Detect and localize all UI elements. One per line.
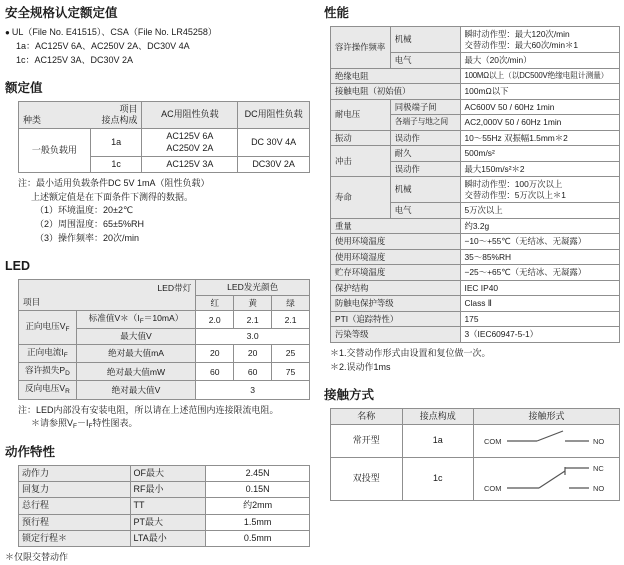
- contact-diagram-1c: [481, 460, 613, 498]
- op-name: 动作力: [19, 465, 131, 481]
- contact-name-header: 名称: [331, 408, 403, 424]
- table-row: [331, 27, 620, 53]
- led-stair-header: [19, 279, 196, 310]
- performance-title: 性能: [324, 6, 350, 20]
- led-title: LED: [5, 258, 30, 273]
- malfunction-label: 误动作: [390, 161, 460, 177]
- rated-condition-3: （3）操作频率：20次/min: [35, 232, 140, 243]
- shock-label: 冲击: [331, 146, 391, 177]
- table-row: [331, 457, 620, 500]
- vibration-value: 10～55Hz 双振幅1.5mm＊2: [460, 130, 620, 146]
- table-row: [331, 234, 620, 250]
- malfunction-label: 误动作: [390, 130, 460, 146]
- life-electrical-label: 电气: [390, 203, 460, 219]
- subscript: D: [65, 370, 70, 378]
- insulation-resistance-label: 绝缘电阻: [331, 68, 461, 84]
- vf-std-green: 2.1: [272, 311, 310, 329]
- table-row: [331, 99, 620, 115]
- led-color-group-header: LED发光颜色: [196, 279, 310, 295]
- forward-current-label: 正向电流$I_F$: [19, 345, 77, 363]
- bullet-icon: ●: [5, 28, 10, 37]
- op-symbol: RF最小: [130, 482, 206, 498]
- header-dc-load: DC用阻性负载: [238, 101, 310, 129]
- color-red-header: 红: [196, 295, 234, 311]
- dc-rating-1a: DC 30V 4A: [238, 129, 310, 157]
- op-symbol: LTA最小: [130, 530, 206, 546]
- header-item-label: 项目: [119, 103, 138, 114]
- table-row: [19, 311, 310, 329]
- simple-label: 保护结构: [331, 280, 461, 296]
- endurance-label: 耐久: [390, 146, 460, 162]
- left-column: [5, 6, 310, 563]
- op-value: 约2mm: [206, 498, 310, 514]
- simple-value: −25～+65℃（无结冰、无凝露）: [460, 265, 620, 281]
- contact-config-1a: 1a: [402, 424, 474, 457]
- contact-config-1c: 1c: [90, 156, 142, 172]
- simple-label: 防触电保护等级: [331, 296, 461, 312]
- simple-value: Class Ⅱ: [460, 296, 620, 312]
- contact-form-table: [330, 408, 620, 501]
- operating-characteristics-title: 动作特性: [5, 444, 56, 459]
- simple-value: −10～+55℃（无结冰、无凝露）: [460, 234, 620, 250]
- rated-stair-header: [19, 101, 142, 129]
- table-header-row: [19, 101, 310, 129]
- pd-yellow: 60: [234, 363, 272, 381]
- rated-condition-2: （2）周围湿度：65±5%RH: [35, 219, 144, 229]
- rated-note-sub: 上述额定值是在下面条件下测得的数据。: [31, 191, 194, 202]
- table-row: [19, 363, 310, 381]
- table-row: [19, 345, 310, 363]
- table-row: [331, 311, 620, 327]
- op-value: 0.5mm: [206, 530, 310, 546]
- table-row: [331, 265, 620, 281]
- op-name: 锁定行程＊: [19, 530, 131, 546]
- simple-label: 使用环境温度: [331, 234, 461, 250]
- no-label: NO: [592, 436, 604, 446]
- vibration-label: 振动: [331, 130, 391, 146]
- subscript: F: [65, 326, 70, 334]
- standard-value-condition: 标准值$V*(I_F=10mA)$: [76, 311, 196, 329]
- color-green-header: 绿: [272, 295, 310, 311]
- simple-value: 3（IEC60947-5-1）: [460, 327, 620, 343]
- contact-diagram-1a: [481, 427, 613, 455]
- table-row: [331, 218, 620, 234]
- op-name: 总行程: [19, 498, 131, 514]
- table-row: [19, 514, 310, 530]
- simple-label: 污染等级: [331, 327, 461, 343]
- performance-note-2: ＊2.误动作1ms: [330, 362, 391, 372]
- malfunction-value: 最大150m/s²＊2: [460, 161, 620, 177]
- led-item-label: 项目: [23, 296, 41, 307]
- life-electrical-value: 5万次以上: [460, 203, 620, 219]
- simple-value: 175: [460, 311, 620, 327]
- op-value: 1.5mm: [206, 514, 310, 530]
- nc-label: NC: [592, 463, 604, 473]
- rated-note-title: 注：最小适用负载条件DC 5V 1mA（阻性负载）: [18, 178, 210, 189]
- subscript: F: [139, 318, 144, 326]
- kind-general-load: 一般负载用: [19, 129, 91, 173]
- table-row: [331, 296, 620, 312]
- contact-diagram-cell: [474, 457, 620, 500]
- mechanical-label: 机械: [390, 27, 460, 53]
- dc-rating-1c: DC30V 2A: [238, 156, 310, 172]
- rated-values-title: 额定值: [5, 80, 43, 95]
- contact-form-header: 接触形式: [474, 408, 620, 424]
- rated-values-table: [18, 101, 310, 173]
- operating-characteristics-table: [18, 465, 310, 547]
- simple-label: 贮存环境温度: [331, 265, 461, 281]
- table-row: [19, 129, 310, 157]
- rating-line-1c: 1c：AC125V 3A、DC30V 2A: [16, 54, 134, 65]
- header-kind-label: 种类: [23, 115, 42, 126]
- led-table: [18, 279, 310, 400]
- operating-note: ＊仅限交替动作: [5, 552, 69, 563]
- performance-table: [330, 26, 620, 343]
- endurance-value: 500m/s²: [460, 146, 620, 162]
- simple-label: PTI（追踪特性）: [331, 311, 461, 327]
- table-row: [331, 146, 620, 162]
- electrical-value: 最大（20次/min）: [460, 53, 620, 69]
- performance-note-1: ＊1.交替动作形式由设置和复位做一次。: [330, 347, 491, 358]
- led-with-lamp-label: LED带灯: [157, 282, 192, 293]
- table-row: [331, 68, 620, 84]
- if-condition: 绝对最大值mA: [76, 345, 196, 363]
- electrical-label: 电气: [390, 53, 460, 69]
- table-row: [331, 84, 620, 100]
- table-row: [331, 327, 620, 343]
- switch-lever-line: [539, 471, 565, 488]
- if-yellow: 20: [234, 345, 272, 363]
- simple-label: 重量: [331, 218, 461, 234]
- table-row: [331, 130, 620, 146]
- table-header-row: [331, 408, 620, 424]
- contact-diagram-cell: [474, 424, 620, 457]
- header-contact-label: 接点构成: [101, 115, 138, 126]
- if-green: 25: [272, 345, 310, 363]
- life-mechanical-value: 瞬时动作型：100万次以上 交替动作型：5万次以上＊1: [460, 177, 620, 203]
- table-row: [19, 465, 310, 481]
- terminal-ground-value: AC2,000V 50 / 60Hz 1min: [460, 115, 620, 131]
- op-name: 预行程: [19, 514, 131, 530]
- contact-form-title: 接触方式: [324, 387, 375, 402]
- contact-type-no: 常开型: [331, 424, 403, 457]
- table-row: [19, 498, 310, 514]
- vf-std-red: 2.0: [196, 311, 234, 329]
- com-label: COM: [483, 483, 502, 493]
- op-symbol: PT最大: [130, 514, 206, 530]
- com-label: COM: [483, 436, 502, 446]
- life-mechanical-label: 机械: [390, 177, 460, 203]
- contact-config-1a: 1a: [90, 129, 142, 157]
- led-note-2: ＊请参照$V_F-I_F$特性图表。: [31, 418, 138, 431]
- subscript: F: [63, 352, 68, 360]
- ac-rating-1a: AC125V 6A AC250V 2A: [142, 129, 238, 157]
- power-dissipation-label: 容许损失$P_D$: [19, 363, 77, 381]
- contact-type-co: 双投型: [331, 457, 403, 500]
- pd-red: 60: [196, 363, 234, 381]
- op-name: 回复力: [19, 482, 131, 498]
- subscript: R: [65, 388, 70, 396]
- vr-value: 3: [196, 381, 310, 399]
- vf-max-value: 3.0: [196, 329, 310, 345]
- header-ac-load: AC用阻性负载: [142, 101, 238, 129]
- table-row: [331, 249, 620, 265]
- subscript: F: [88, 423, 93, 431]
- table-row: [19, 381, 310, 399]
- vr-condition: 绝对最大值V: [76, 381, 196, 399]
- op-frequency-label: 容许操作频率: [331, 27, 391, 69]
- table-row: [331, 424, 620, 457]
- op-value: 2.45N: [206, 465, 310, 481]
- withstand-voltage-label: 耐电压: [331, 99, 391, 130]
- same-pole-label: 同极端子间: [390, 99, 460, 115]
- simple-value: IEC IP40: [460, 280, 620, 296]
- reverse-voltage-label: 反向电压$V_R$: [19, 381, 77, 399]
- contact-resistance-label: 接触电阻（初始值）: [331, 84, 461, 100]
- simple-value: 35～85%RH: [460, 249, 620, 265]
- contact-config-header: 接点构成: [402, 408, 474, 424]
- rated-condition-1: （1）环境温度：20±2℃: [35, 205, 134, 216]
- right-column: [324, 6, 620, 529]
- ac-rating-1c: AC125V 3A: [142, 156, 238, 172]
- terminal-ground-label: 各端子与地之间: [390, 115, 460, 131]
- no-label: NO: [592, 483, 604, 493]
- led-note-1: 注：LED内部没有安装电阻，所以请在上述范围内连接限流电阻。: [18, 404, 279, 415]
- same-pole-value: AC600V 50 / 60Hz 1min: [460, 99, 620, 115]
- table-row: [19, 482, 310, 498]
- table-header-row: [19, 279, 310, 295]
- table-row: [331, 177, 620, 203]
- certification-line: [5, 26, 310, 40]
- switch-lever-line: [537, 431, 563, 441]
- simple-value: 约3.2g: [460, 218, 620, 234]
- rating-line-1a: 1a：AC125V 6A、AC250V 2A、DC30V 4A: [16, 40, 190, 51]
- pd-condition: 绝对最大值mW: [76, 363, 196, 381]
- table-row: [331, 280, 620, 296]
- life-label: 寿命: [331, 177, 391, 219]
- vf-std-yellow: 2.1: [234, 311, 272, 329]
- op-symbol: OF最大: [130, 465, 206, 481]
- color-yellow-header: 黄: [234, 295, 272, 311]
- pd-green: 75: [272, 363, 310, 381]
- mechanical-value: 瞬时动作型：最大120次/min 交替动作型：最大60次/min＊1: [460, 27, 620, 53]
- contact-config-1c: 1c: [402, 457, 474, 500]
- op-value: 0.15N: [206, 482, 310, 498]
- simple-label: 使用环境湿度: [331, 249, 461, 265]
- safety-ratings-title: 安全规格认定额定值: [5, 6, 118, 20]
- max-value-condition: 最大值V: [76, 329, 196, 345]
- op-symbol: TT: [130, 498, 206, 514]
- if-red: 20: [196, 345, 234, 363]
- contact-resistance-value: 100mΩ以下: [460, 84, 620, 100]
- insulation-resistance-value: 100MΩ以上（以DC500V绝缘电阻计测量）: [460, 68, 620, 84]
- certification-text: UL（File No. E41515）、CSA（File No. LR45258）: [11, 27, 217, 37]
- forward-voltage-label: 正向电压$V_F$: [19, 311, 77, 345]
- subscript: F: [73, 423, 77, 431]
